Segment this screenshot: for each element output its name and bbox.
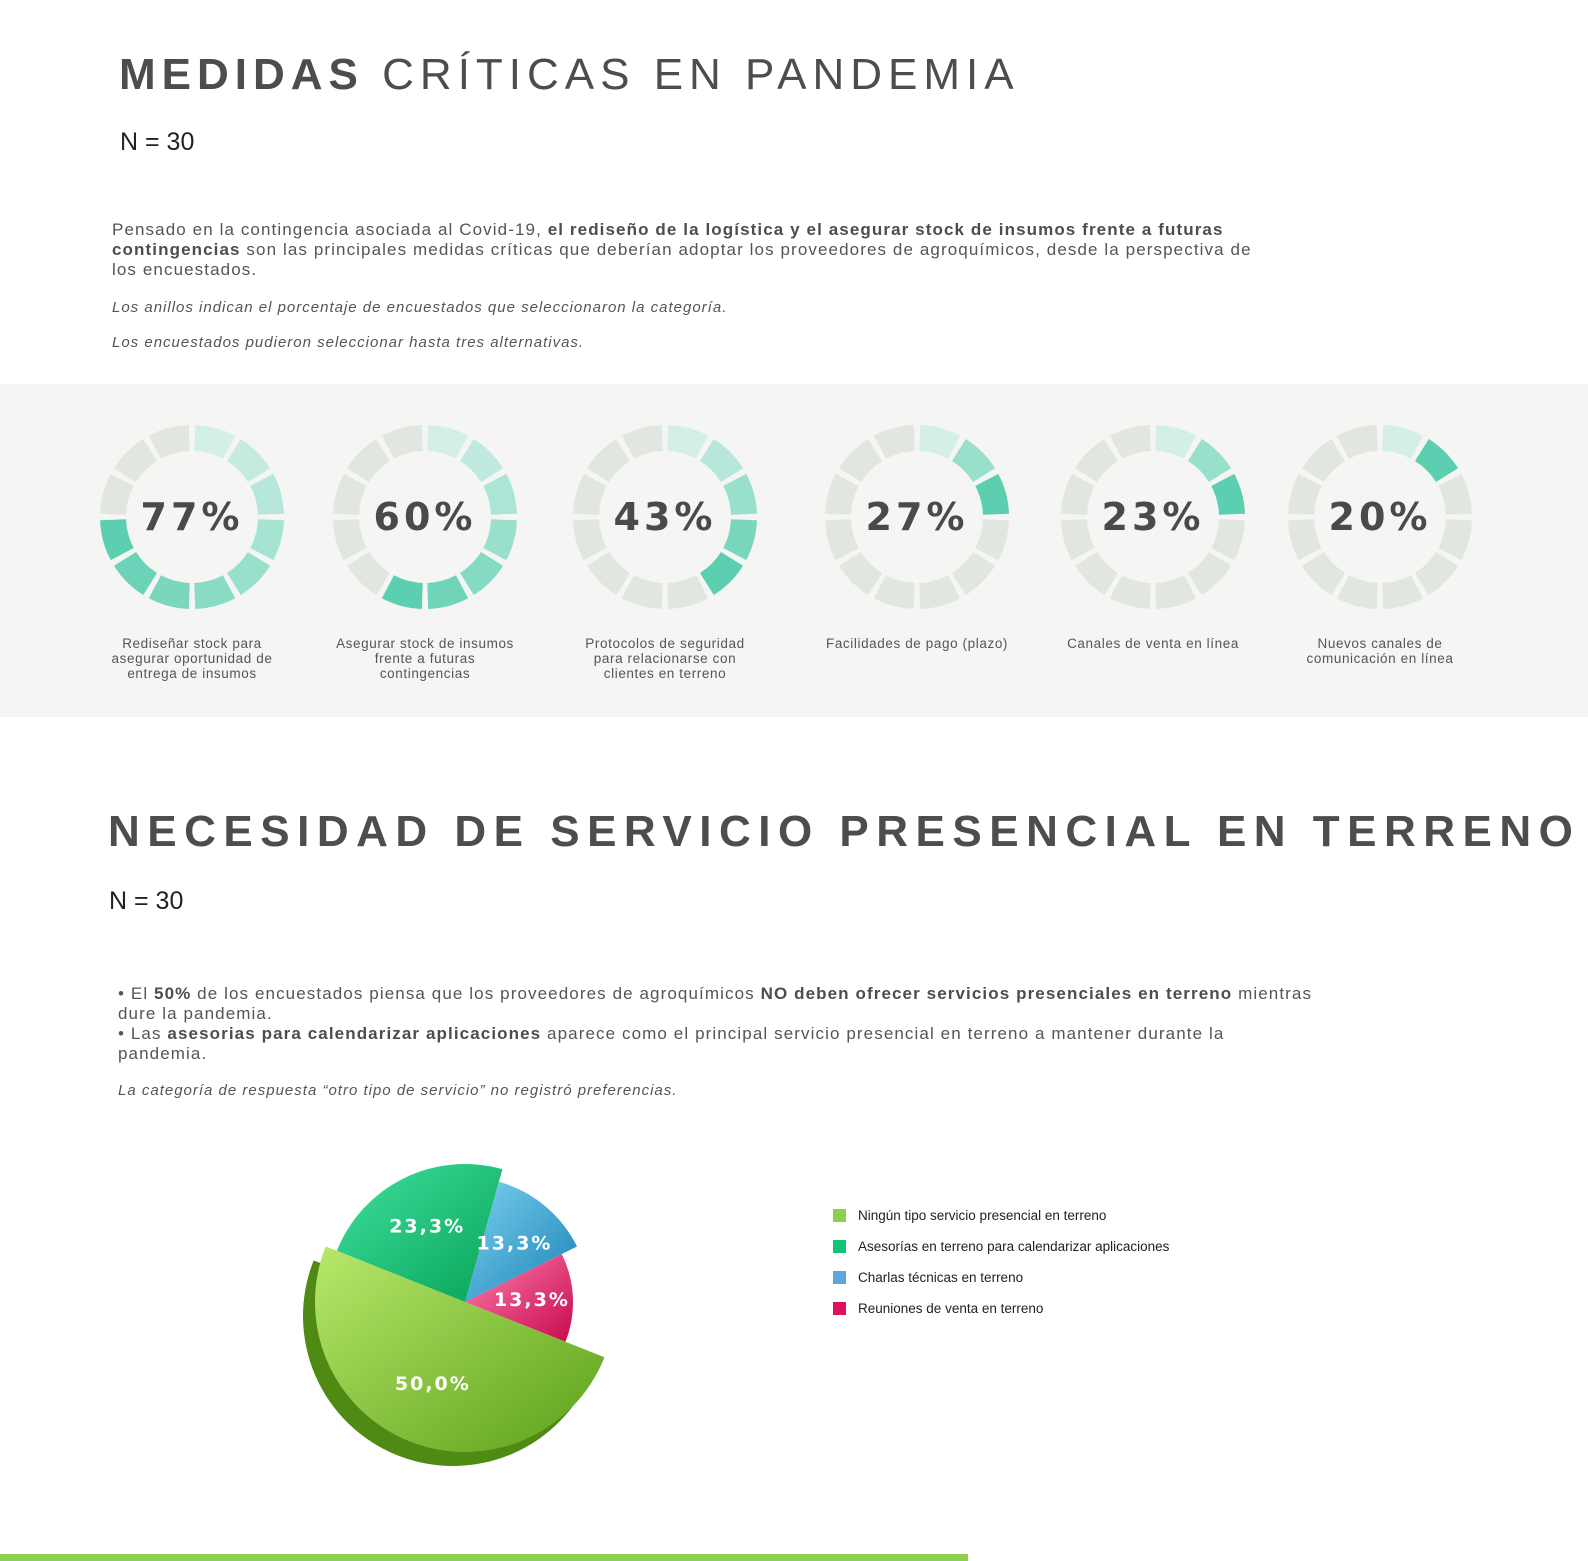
ring-5-segment bbox=[1075, 439, 1118, 482]
ring-4-segment bbox=[975, 474, 1009, 515]
ring-6-segment bbox=[1302, 552, 1345, 595]
ring-5-segment bbox=[1061, 519, 1095, 560]
ring-1-segment bbox=[100, 474, 134, 515]
ring-6-segment bbox=[1438, 474, 1472, 515]
pie-chart bbox=[270, 1130, 630, 1485]
ring-3-segment bbox=[723, 474, 757, 515]
ring-4-segment bbox=[825, 519, 859, 560]
ring-6-segment bbox=[1438, 519, 1472, 560]
ring-6-caption: Nuevos canales de comunicación en línea bbox=[1306, 636, 1454, 666]
ring-6-segment bbox=[1288, 519, 1322, 560]
ring-1 bbox=[100, 425, 284, 609]
section1-note-2: Los encuestados pudieron seleccionar hasta tres alternativas. bbox=[112, 334, 585, 351]
ring-1-segment bbox=[227, 439, 270, 482]
bullet-1 bbox=[118, 984, 1318, 1024]
ring-4-segment bbox=[874, 575, 915, 609]
legend-label: Ningún tipo servicio presencial en terreno bbox=[858, 1208, 1107, 1223]
legend-label: Asesorías en terreno para calendarizar aplicaciones bbox=[858, 1239, 1170, 1254]
ring-2-segment bbox=[382, 575, 423, 609]
ring-5-segment bbox=[1211, 519, 1245, 560]
legend-swatch bbox=[833, 1271, 846, 1284]
ring-5 bbox=[1061, 425, 1245, 609]
section1-paragraph bbox=[112, 220, 1272, 280]
legend-swatch bbox=[833, 1209, 846, 1222]
ring-3 bbox=[573, 425, 757, 609]
para-text-bold: el rediseño de la logística y el asegurar stock de insumos frente a futuras contingencias bbox=[112, 220, 1224, 259]
section1-n: N = 30 bbox=[120, 128, 195, 156]
pie-slice-1-label: 50,0% bbox=[394, 1372, 471, 1395]
ring-4-segment bbox=[952, 552, 995, 595]
ring-6-segment bbox=[1382, 425, 1423, 459]
ring-3-value: 43% bbox=[613, 495, 717, 539]
section1-note-1: Los anillos indican el porcentaje de encuestados que seleccionaron la categoría. bbox=[112, 299, 728, 316]
ring-5-segment bbox=[1155, 425, 1196, 459]
ring-6-segment bbox=[1382, 575, 1423, 609]
ring-1-segment bbox=[149, 575, 190, 609]
ring-3-segment bbox=[700, 552, 743, 595]
ring-4-segment bbox=[839, 439, 882, 482]
ring-1-segment bbox=[114, 552, 157, 595]
legend-item-3 bbox=[833, 1270, 1023, 1285]
bullet-1-d: NO deben ofrecer servicios presenciales en terreno bbox=[760, 984, 1233, 1003]
section1-title bbox=[119, 50, 1020, 100]
legend-swatch bbox=[833, 1240, 846, 1253]
ring-5-segment bbox=[1155, 575, 1196, 609]
ring-4-segment bbox=[874, 425, 915, 459]
ring-5-caption: Canales de venta en línea bbox=[1067, 636, 1239, 651]
bullet-2-a: • Las bbox=[118, 1024, 168, 1043]
para-text-1: Pensado en la contingencia asociada al Covid-19, bbox=[112, 220, 548, 239]
ring-6-segment bbox=[1337, 425, 1378, 459]
ring-3-segment bbox=[723, 519, 757, 560]
ring-5-segment bbox=[1110, 575, 1151, 609]
ring-1-segment bbox=[227, 552, 270, 595]
ring-1-caption: Rediseñar stock para asegurar oportunidad de entrega de insumos bbox=[111, 636, 273, 681]
ring-5-segment bbox=[1061, 474, 1095, 515]
bullet-1-e: mientras dure la pandemia. bbox=[118, 984, 1313, 1023]
legend-item-1 bbox=[833, 1208, 1106, 1223]
ring-5-segment bbox=[1188, 439, 1231, 482]
ring-2-segment bbox=[333, 519, 367, 560]
pie-slice-2-label: 23,3% bbox=[389, 1215, 466, 1238]
ring-3-segment bbox=[667, 425, 708, 459]
bottom-accent-bar bbox=[0, 1554, 968, 1561]
ring-3-segment bbox=[587, 439, 630, 482]
ring-6-segment bbox=[1415, 552, 1458, 595]
ring-4-segment bbox=[975, 519, 1009, 560]
legend-label: Reuniones de venta en terreno bbox=[858, 1301, 1044, 1316]
ring-3-segment bbox=[573, 474, 607, 515]
ring-3-segment bbox=[622, 575, 663, 609]
ring-2 bbox=[333, 425, 517, 609]
ring-6 bbox=[1288, 425, 1472, 609]
section2-note: La categoría de respuesta “otro tipo de servicio” no registró preferencias. bbox=[118, 1082, 678, 1099]
ring-4 bbox=[825, 425, 1009, 609]
ring-3-caption: Protocolos de seguridad para relacionarse con clientes en terreno bbox=[585, 636, 745, 681]
bullet-2 bbox=[118, 1024, 1318, 1064]
ring-1-segment bbox=[114, 439, 157, 482]
ring-1-segment bbox=[194, 575, 235, 609]
bullet-2-b: asesorias para calendarizar aplicaciones bbox=[167, 1024, 542, 1043]
ring-6-value: 20% bbox=[1328, 495, 1432, 539]
bullet-2-c: aparece como el principal servicio presencial en terreno a mantener durante la pandemia. bbox=[118, 1024, 1225, 1063]
ring-5-segment bbox=[1110, 425, 1151, 459]
ring-3-segment bbox=[700, 439, 743, 482]
legend-swatch bbox=[833, 1302, 846, 1315]
ring-6-segment bbox=[1288, 474, 1322, 515]
bullet-1-b: 50% bbox=[154, 984, 192, 1003]
ring-5-segment bbox=[1188, 552, 1231, 595]
ring-4-segment bbox=[952, 439, 995, 482]
ring-2-segment bbox=[460, 552, 503, 595]
legend-label: Charlas técnicas en terreno bbox=[858, 1270, 1024, 1285]
ring-2-value: 60% bbox=[373, 495, 477, 539]
ring-2-segment bbox=[382, 425, 423, 459]
ring-1-segment bbox=[250, 474, 284, 515]
bullet-1-a: • El bbox=[118, 984, 155, 1003]
ring-2-segment bbox=[427, 425, 468, 459]
ring-3-segment bbox=[667, 575, 708, 609]
ring-3-segment bbox=[573, 519, 607, 560]
legend-item-2 bbox=[833, 1239, 1169, 1254]
ring-6-segment bbox=[1415, 439, 1458, 482]
ring-1-value: 77% bbox=[140, 495, 244, 539]
ring-3-segment bbox=[587, 552, 630, 595]
para-text-3: son las principales medidas críticas que deberían adoptar los proveedores de agroquímicos, desde la perspectiva de los encuestados. bbox=[112, 240, 1252, 279]
ring-5-segment bbox=[1075, 552, 1118, 595]
ring-1-segment bbox=[100, 519, 134, 560]
title-bold: MEDIDAS bbox=[119, 50, 364, 99]
title-light: CRÍTICAS EN PANDEMIA bbox=[382, 50, 1020, 99]
ring-4-segment bbox=[919, 575, 960, 609]
ring-2-segment bbox=[347, 552, 390, 595]
ring-2-segment bbox=[483, 474, 517, 515]
ring-4-segment bbox=[825, 474, 859, 515]
ring-5-segment bbox=[1211, 474, 1245, 515]
ring-2-segment bbox=[460, 439, 503, 482]
ring-1-segment bbox=[250, 519, 284, 560]
ring-4-caption: Facilidades de pago (plazo) bbox=[825, 636, 1009, 651]
ring-2-segment bbox=[427, 575, 468, 609]
bullet-1-c: de los encuestados piensa que los proveedores de agroquímicos bbox=[191, 984, 761, 1003]
ring-3-segment bbox=[622, 425, 663, 459]
ring-2-segment bbox=[333, 474, 367, 515]
ring-1-segment bbox=[194, 425, 235, 459]
ring-4-value: 27% bbox=[865, 495, 969, 539]
section2-title: NECESIDAD DE SERVICIO PRESENCIAL EN TERRENO bbox=[108, 807, 1581, 856]
ring-2-segment bbox=[483, 519, 517, 560]
ring-4-segment bbox=[839, 552, 882, 595]
legend-item-4 bbox=[833, 1301, 1043, 1316]
ring-6-segment bbox=[1302, 439, 1345, 482]
pie-slice-4-label: 13,3% bbox=[493, 1289, 570, 1312]
ring-2-caption: Asegurar stock de insumos frente a futuras contingencias bbox=[336, 636, 514, 681]
pie-slice-3-label: 13,3% bbox=[476, 1232, 553, 1255]
ring-1-segment bbox=[149, 425, 190, 459]
section2-n: N = 30 bbox=[109, 887, 184, 915]
ring-2-segment bbox=[347, 439, 390, 482]
ring-6-segment bbox=[1337, 575, 1378, 609]
ring-4-segment bbox=[919, 425, 960, 459]
ring-5-value: 23% bbox=[1101, 495, 1205, 539]
